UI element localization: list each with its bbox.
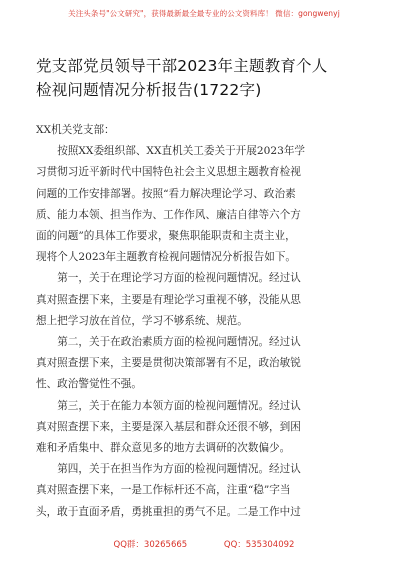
text-line: 第三，关于在能力本领方面的检视问题情况。经过认 [57, 399, 301, 412]
promo-banner: 关注头条号"公文研究"，获得最新最全最专业的公文资料库！ 微信：gongwenyj [68, 9, 340, 18]
qq-group-text: QQ群：30265665 [113, 540, 188, 550]
document-title [36, 54, 381, 102]
text-line: 第一，关于在理论学习方面的检视问题情况。经过认 [57, 272, 301, 285]
text-line: 难和矛盾集中、群众意见多的地方去调研的次数偏少。 [36, 442, 291, 455]
text-line: 真对照查摆下来，主要是深入基层和群众还很不够，到困 [36, 420, 301, 433]
text-line: 真对照查摆下来，主要是贯彻决策部署有不足，政治敏锐 [36, 357, 301, 370]
salutation: XX机关党支部： [36, 124, 115, 136]
text-line: 面的问题”的具体工作要求，聚焦职能职责和主责主业， [36, 230, 296, 243]
contact-footer [0, 538, 408, 550]
text-line: 质、能力本领、担当作为、工作作风、廉洁自律等六个方 [36, 208, 301, 221]
document-body [36, 120, 381, 523]
text-line: 按照XX委组织部、XX直机关工委关于开展2023年学 [57, 145, 306, 158]
paragraph-responsibility [36, 459, 381, 523]
title-line-1: 党支部党员领导干部2023年主题教育个人 [36, 57, 328, 75]
text-line: 习贯彻习近平新时代中国特色社会主义思想主题教育检视 [36, 166, 301, 179]
qq-contact-text: QQ：535304092 [223, 540, 295, 550]
paragraph-political [36, 332, 381, 396]
text-line: 想上把学习放在首位，学习不够系统、规范。 [36, 314, 248, 327]
paragraph-intro [36, 141, 381, 268]
title-line-2: 检视问题情况分析报告(1722字) [36, 81, 262, 99]
text-line: 第四，关于在担当作为方面的检视问题情况。经过认 [57, 463, 301, 476]
text-line: 问题的工作安排部署。按照“看力解决理论学习、政治素 [36, 187, 296, 200]
text-line: 真对照查摆下来，一是工作标杆还不高，注重“稳”字当 [36, 484, 291, 497]
text-line: 性、政治警觉性不强。 [36, 378, 142, 391]
text-line: 第二，关于在政治素质方面的检视问题情况。经过认 [57, 336, 301, 349]
text-line: 头，敢于直面矛盾，勇挑重担的勇气不足。二是工作中过 [36, 505, 301, 518]
text-line: 真对照查摆下来，主要是有理论学习重视不够，没能从思 [36, 293, 301, 306]
paragraph-ability [36, 396, 381, 460]
text-line: 现将个人2023年主题教育检视问题情况分析报告如下。 [36, 251, 297, 264]
paragraph-theory [36, 268, 381, 332]
